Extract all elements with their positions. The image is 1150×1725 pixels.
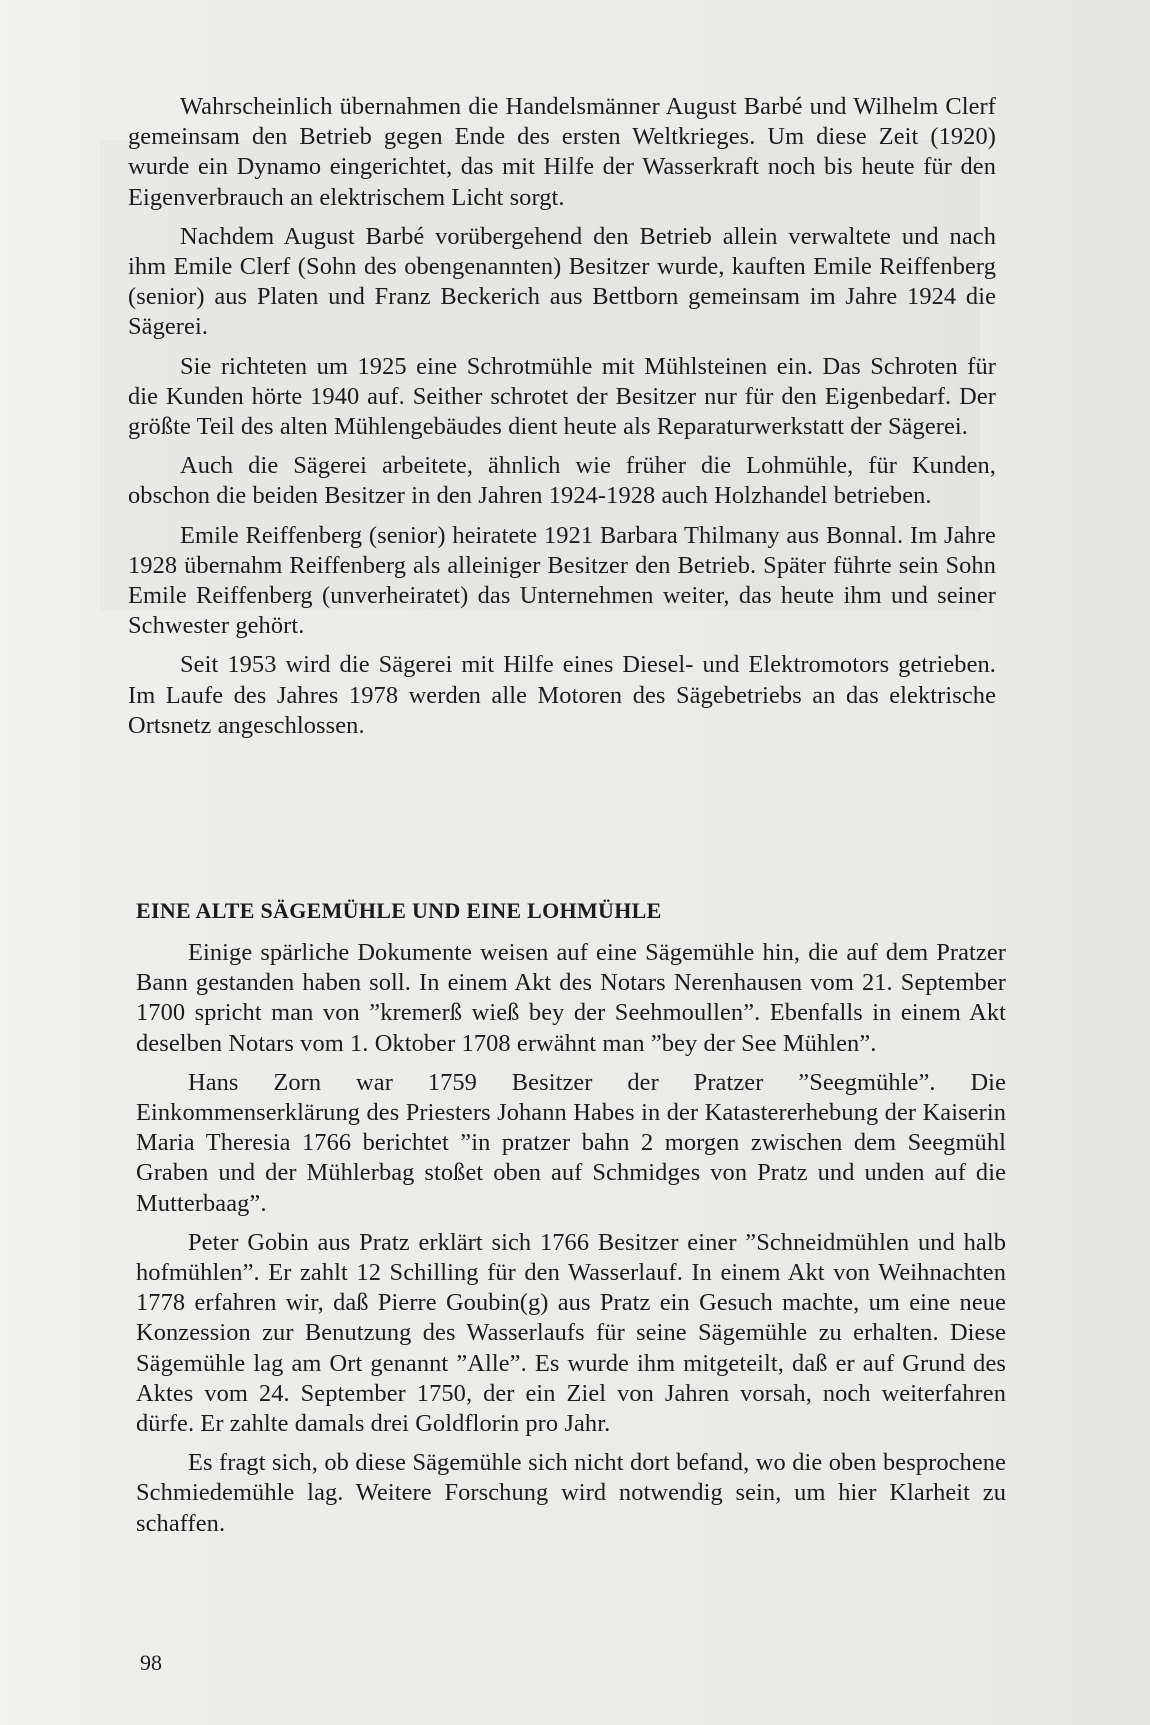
text-block-lower (136, 938, 1006, 1539)
paragraph: Es fragt sich, ob diese Sägemühle sich nicht dort befand, wo die oben besprochene Schmiedemühle lag. Weitere Forschung wird notwendig sein, um hier Klarheit zu schaffen. (136, 1449, 1006, 1537)
paragraph: Hans Zorn war 1759 Besitzer der Pratzer ”Seegmühle”. Die Einkommenserklärung des Priesters Johann Habes in der Katastererhebung der Kaiserin Maria Theresia 1766 berichtet ”in pratzer bahn 2 morgen zwischen dem Seegmühl Graben und der Mühlerbag stoßet oben auf Schmidges von Pratz und unden auf die Mutterbaag”. (136, 1068, 1006, 1217)
paragraph: Nachdem August Barbé vorübergehend den Betrieb allein verwaltete und nach ihm Emile Clerf (Sohn des obengenannten) Besitzer wurde, kauften Emile Reiffenberg (senior) aus Platen und Franz Beckerich aus Bettborn gemeinsam im Jahre 1924 die Sägerei. (128, 222, 996, 341)
paragraph: Seit 1953 wird die Sägerei mit Hilfe eines Diesel- und Elektromotors getrieben. Im Laufe des Jahres 1978 werden alle Motoren des Sägebetriebs an das elektrische Ortsnetz angeschlossen. (128, 651, 996, 739)
text-block-upper (128, 92, 996, 741)
page-number: 98 (140, 1650, 162, 1675)
paragraph: Sie richteten um 1925 eine Schrotmühle mit Mühlsteinen ein. Das Schroten für die Kunden hörte 1940 auf. Seither schrotet der Besitzer nur für den Eigenbedarf. Der größte Teil des alten Mühlengebäudes dient heute als Reparaturwerkstatt der Sägerei. (128, 352, 996, 441)
paragraph: Wahrscheinlich übernahmen die Handelsmänner August Barbé und Wilhelm Clerf gemeinsam den Betrieb gegen Ende des ersten Weltkrieges. Um diese Zeit (1920) wurde ein Dynamo eingerichtet, das mit Hilfe der Wasserkraft noch bis heute für den Eigenverbrauch an elektrischem Licht sorgt. (128, 93, 996, 211)
paragraph: Peter Gobin aus Pratz erklärt sich 1766 Besitzer einer ”Schneidmühlen und halb hofmühlen”. Er zahlt 12 Schilling für den Wasserlauf. In einem Akt von Weihnachten 1778 erfahren wir, daß Pierre Goubin(g) aus Pratz ein Gesuch machte, um eine neue Konzession zur Benutzung des Wasserlaufs für seine Sägemühle zu erhalten. Diese Sägemühle lag am Ort genannt ”Alle”. Es wurde ihm mitgeteilt, daß er auf Grund des Aktes vom 24. September 1750, der ein Ziel von Jahren vorsah, noch weiterfahren dürfe. Er zahlte damals drei Goldflorin pro Jahr. (136, 1228, 1006, 1438)
paragraph: Auch die Sägerei arbeitete, ähnlich wie früher die Lohmühle, für Kunden, obschon die beiden Besitzer in den Jahren 1924-1928 auch Holzhandel betrieben. (128, 452, 996, 510)
paragraph: Emile Reiffenberg (senior) heiratete 1921 Barbara Thilmany aus Bonnal. Im Jahre 1928 übernahm Reiffenberg als alleiniger Besitzer den Betrieb. Später führte sein Sohn Emile Reiffenberg (unverheiratet) das Unternehmen weiter, das heute ihm und seiner Schwester gehört. (128, 521, 996, 640)
paragraph: Einige spärliche Dokumente weisen auf eine Sägemühle hin, die auf dem Pratzer Bann gestanden haben soll. In einem Akt des Notars Nerenhausen vom 21. September 1700 spricht man von ”kremerß wieß bey der Seehmoullen”. Ebenfalls in einem Akt deselben Notars vom 1. Oktober 1708 erwähnt man ”bey der See Mühlen”. (136, 939, 1006, 1057)
section-heading: EINE ALTE SÄGEMÜHLE UND EINE LOHMÜHLE (136, 898, 662, 923)
